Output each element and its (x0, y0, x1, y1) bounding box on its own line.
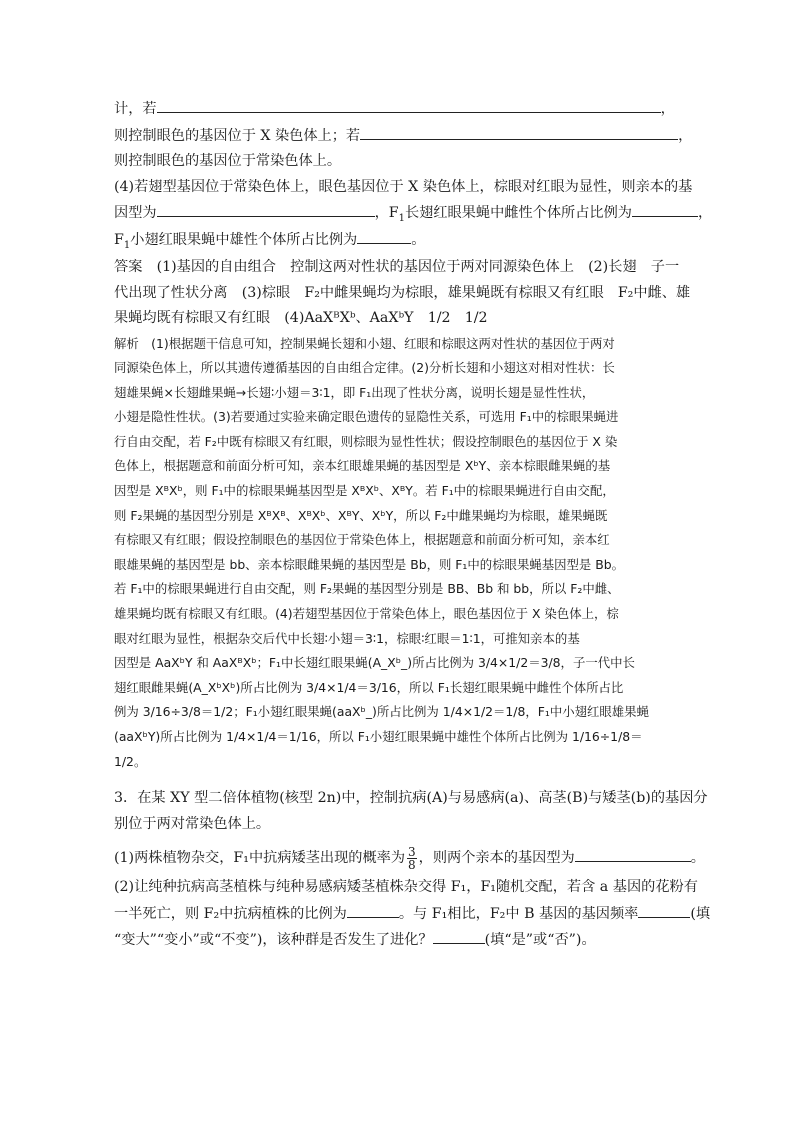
text: ， (697, 205, 713, 221)
analysis-line: 眼对红眼为显性，根据杂交后代中长翅∶小翅＝3∶1，棕眼∶红眼＝1∶1，可推知亲本的基 (114, 630, 580, 646)
answer-blank[interactable] (157, 96, 661, 113)
q2-line-3: 则控制眼色的基因位于常染色体上。 (114, 153, 342, 169)
analysis-line: 色体上，根据题意和前面分析可知，亲本红眼雄果蝇的基因型是 XᵇY、亲本棕眼雌果蝇的基 (114, 458, 611, 474)
text: (填“是”或“否”)。 (484, 932, 596, 949)
analysis-line: 则 F₂果蝇的基因型分别是 XᴮXᴮ、XᴮXᵇ、XᴮY、XᵇY，所以 F₂中雌果蝇均为棕眼，雄果蝇既 (114, 507, 608, 523)
text: 。 (690, 850, 705, 867)
document-page (114, 96, 713, 954)
q3-line-1: 3．在某 XY 型二倍体植物(核型 2n)中，控制抗病(A)与易感病(a)、高茎(B)与矮茎(b)的基因分 (114, 790, 708, 807)
text: F (388, 205, 399, 221)
answer-line: 代出现了性状分离 (3)棕眼 F₂中雌果蝇均为棕眼，雄果蝇既有棕眼又有红眼 F₂中雌、雄 (114, 284, 691, 301)
fraction-denominator: 8 (408, 857, 416, 872)
q2-line-2 (114, 123, 693, 150)
fraction (407, 846, 417, 871)
q2-line-1 (114, 96, 680, 123)
subscript: 1 (398, 212, 405, 224)
text: “变大”“变小”或“不变”)，该种群是否发生了进化？ (114, 932, 433, 949)
answer-blank[interactable] (575, 845, 691, 862)
analysis-line: 翅雄果蝇×长翅雌果蝇→长翅∶小翅＝3∶1，即 F₁出现了性状分离，说明长翅是显性性状， (114, 384, 595, 400)
analysis-line: 因型是 XᴮXᵇ，则 F₁中的棕眼果蝇基因型是 XᴮXᵇ、XᴮY。若 F₁中的棕眼果蝇进行自由交配， (114, 483, 615, 499)
analysis-line: 雄果蝇均既有棕眼又有红眼。(4)若翅型基因位于常染色体上，眼色基因位于 X 染色体上，棕 (114, 606, 619, 622)
analysis-line: 翅红眼雌果蝇(A_XᵇXᵇ)所占比例为 3/4×1/4＝3/16，所以 F₁长翅红眼果蝇中雌性个体所占比 (114, 679, 624, 695)
answer-blank[interactable] (638, 901, 690, 918)
text: ， (678, 127, 693, 144)
analysis-line: 1/2。 (114, 753, 147, 769)
fraction-numerator: 3 (408, 844, 416, 859)
analysis-line: 同源染色体上，所以其遗传遵循基因的自由组合定律。(2)分析长翅和小翅这对相对性状：长 (114, 360, 615, 376)
text: 。 (411, 231, 426, 248)
analysis-line: (aaXᵇY)所占比例为 1/4×1/4＝1/16，所以 F₁小翅红眼果蝇中雄性个体所占比例为 1/16÷1/8＝ (114, 729, 643, 744)
text: 计，若 (114, 101, 157, 117)
q3-part2-line-2 (114, 901, 711, 928)
text: 长翅红眼果蝇中雌性个体所占比例为 (404, 205, 632, 221)
answer-blank[interactable] (632, 200, 698, 217)
text: ， (374, 205, 389, 221)
q3-part2-line-3 (114, 927, 680, 954)
subscript: 1 (123, 239, 131, 251)
analysis-line: 解析 (1)根据题干信息可知，控制果蝇长翅和小翅、红眼和棕眼这两对性状的基因位于两对 (114, 335, 615, 351)
text: F (114, 231, 124, 248)
analysis-line: 行自由交配，若 F₂中既有棕眼又有红眼，则棕眼为显性性状；假设控制眼色的基因位于 X 染 (114, 433, 618, 449)
analysis-line: 有棕眼又有红眼；假设控制眼色的基因位于常染色体上，根据题意和前面分析可知，亲本红 (114, 532, 610, 548)
text: 一半死亡，则 F₂中抗病植株的比例为 (114, 905, 347, 922)
answer-blank[interactable] (433, 927, 485, 944)
text: 因型为 (114, 205, 157, 221)
answer-line: 果蝇均既有棕眼又有红眼 (4)AaXᴮXᵇ、AaXᵇY 1/2 1/2 (114, 310, 488, 326)
analysis-line: 眼雄果蝇的基因型是 bb、亲本棕眼雌果蝇的基因型是 Bb，则 F₁中的棕眼果蝇基因型是 Bb。 (114, 556, 624, 572)
text: 小翅红眼果蝇中雄性个体所占比例为 (130, 231, 358, 248)
analysis-line: 小翅是隐性性状。(3)若要通过实验来确定眼色遗传的显隐性关系，可选用 F₁中的棕眼果蝇进 (114, 409, 619, 425)
answer-blank[interactable] (347, 901, 399, 918)
answer-blank[interactable] (360, 123, 678, 140)
q3-part1 (114, 841, 705, 875)
q3-line-2: 别位于两对常染色体上。 (114, 815, 271, 832)
analysis-block (114, 332, 680, 775)
question-3 (114, 786, 711, 954)
text: 。与 F₁相比，F₂中 B 基因的基因频率 (398, 905, 639, 922)
q2-part4-line-2 (114, 200, 713, 227)
q2-part4-line-3 (114, 227, 680, 254)
text: (1)两株植物杂交，F₁中抗病矮茎出现的概率为 (114, 850, 406, 867)
analysis-line: 因型是 AaXᵇY 和 AaXᴮXᵇ；F₁中长翅红眼果蝇(A_Xᵇ_)所占比例为 3/4×1/2＝3/8，子一代中长 (114, 655, 635, 671)
text: ，则两个亲本的基因型为 (418, 850, 575, 867)
analysis-line: 例为 3/16÷3/8＝1/2；F₁小翅红眼果蝇(aaXᵇ_)所占比例为 1/4×1/2＝1/8，F₁中小翅红眼雄果蝇 (114, 704, 649, 720)
q2-part4-line-1: (4)若翅型基因位于常染色体上，眼色基因位于 X 染色体上，棕眼对红眼为显性，则亲本的基 (114, 178, 693, 195)
text: (填 (690, 905, 711, 922)
answer-blank[interactable] (357, 227, 411, 244)
answer-block (114, 255, 691, 332)
answer-line: 答案 (1)基因的自由组合 控制这两对性状的基因位于两对同源染色体上 (2)长翅 子一 (114, 259, 680, 275)
text: ， (660, 101, 675, 117)
text: 则控制眼色的基因位于 X 染色体上；若 (114, 127, 361, 144)
analysis-line: 若 F₁中的棕眼果蝇进行自由交配，则 F₂果蝇的基因型分别是 BB、Bb 和 bb，所以 F₂中雌、 (114, 581, 620, 597)
q3-part2-line-1: (2)让纯种抗病高茎植株与纯种易感病矮茎植株杂交得 F₁，F₁随机交配，若含 a 基因的花粉有 (114, 879, 698, 896)
answer-blank[interactable] (157, 200, 375, 217)
